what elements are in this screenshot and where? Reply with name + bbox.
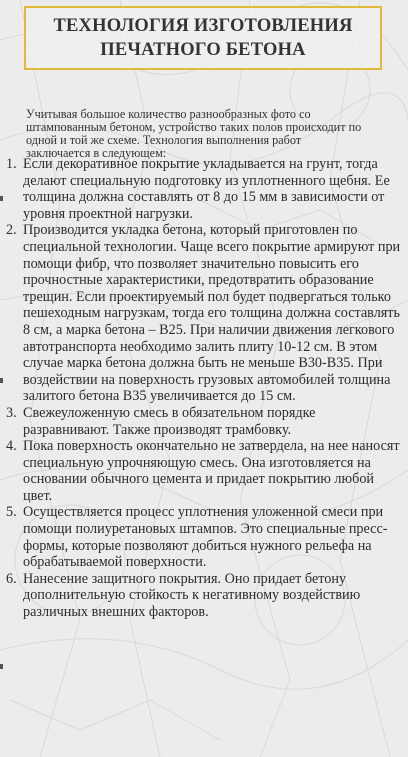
list-item-text: Осуществляется процесс уплотнения уложенной смеси при помощи полиуретановых штампов. Это специальные пресс-формы, которые позволяют добиться нужного рельефа на обрабатываемой поверхности.	[23, 504, 388, 571]
edge-mark	[0, 196, 3, 201]
list-item	[6, 504, 402, 570]
edge-mark	[0, 378, 3, 383]
page-title-line-1: ТЕХНОЛОГИЯ ИЗГОТОВЛЕНИЯ	[53, 16, 353, 36]
list-item	[6, 438, 402, 504]
intro-paragraph: Учитывая большое количество разнообразных фото со штампованным бетоном, устройство таких полов происходит по одной и той же схеме. Технология выполнения работ заключается в следующем:	[26, 107, 362, 161]
list-item-text: Нанесение защитного покрытия. Оно придает бетону дополнительную стойкость к негативному воздействию различных внешних факторов.	[23, 570, 361, 621]
steps-list	[6, 156, 402, 621]
list-item-text: Пока поверхность окончательно не затвердела, на нее наносят специальную упрочняющую смесь. Она изготовляется на основании обычного цемента и придает покрытию любой цвет.	[23, 438, 400, 504]
list-item	[6, 571, 402, 621]
list-item	[6, 405, 402, 438]
list-item-number: 1.	[6, 156, 17, 172]
list-item-number: 3.	[6, 404, 17, 421]
list-item-text: Производится укладка бетона, который приготовлен по специальной технологии. Чаще всего покрытие армируют при помощи фибр, что позволяет значительно повысить его прочностные характеристики, предотвратить образование трещин. Если проектируемый пол будет подвергаться только пешеходным нагрузкам, тогда его толщина должна составлять 8 см, а марка бетона – В25. При наличии движения легкового автотранспорта необходимо залить плиту 10-12 см. В этом случае марка бетона должна быть не меньше В30-В35. При воздействии на поверхность грузовых автомобилей толщина залитого бетона В35 увеличивается до 15 см.	[23, 222, 401, 405]
list-item-number: 5.	[6, 504, 17, 521]
list-item-text: Если декоративное покрытие укладывается на грунт, тогда делают специальную подготовку из уплотненного щебня. Ее толщина должна составлять от 8 до 15 мм в зависимости от уровня проектной нагрузки.	[23, 156, 390, 222]
title-box	[24, 6, 382, 70]
list-item	[6, 156, 402, 222]
list-item	[6, 222, 402, 405]
list-item-number: 2.	[6, 222, 17, 239]
list-item-text: Свежеуложенную смесь в обязательном порядке разравнивают. Также производят трамбовку.	[23, 404, 316, 438]
page-title	[53, 14, 352, 62]
list-item-number: 6.	[6, 570, 17, 587]
list-item-number: 4.	[6, 438, 17, 455]
edge-mark	[0, 664, 3, 669]
page-title-line-2: ПЕЧАТНОГО БЕТОНА	[100, 40, 306, 60]
